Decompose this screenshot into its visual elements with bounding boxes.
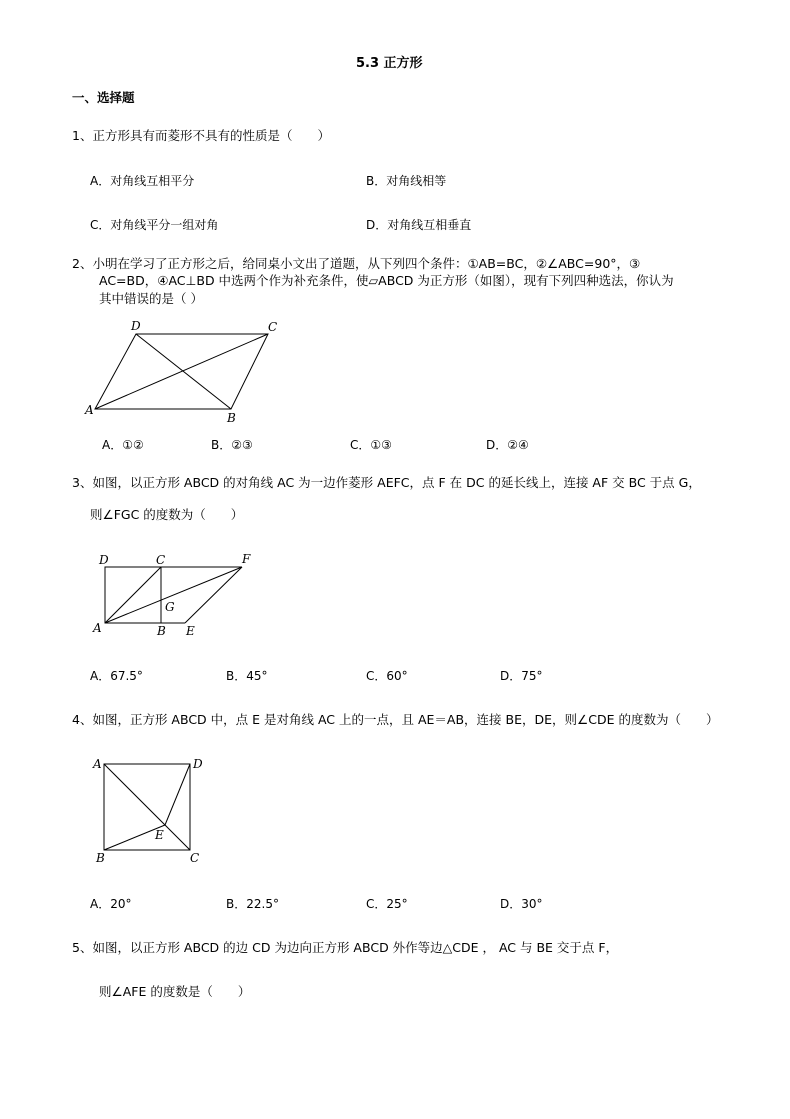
q2-label-c: C: [268, 320, 278, 334]
q4-label-b: B: [96, 851, 105, 865]
q3-option-d: D．75°: [500, 669, 543, 683]
q2-stem-line3: 其中错误的是（ ）: [99, 291, 203, 306]
q2-label-a: A: [85, 403, 94, 417]
q3-stem-line2: 则∠FGC 的度数为（ ）: [90, 507, 244, 522]
q3-label-g: G: [165, 600, 175, 614]
q3-option-c: C．60°: [366, 669, 408, 683]
q3-stem-line1: 3、如图，以正方形 ABCD 的对角线 AC 为一边作菱形 AEFC，点 F 在 DC 的延长线上，连接 AF 交 BC 于点 G，: [72, 475, 701, 490]
q1-option-b: B．对角线相等: [366, 174, 447, 188]
q3-label-a: A: [93, 621, 102, 635]
q1-option-c: C．对角线平分一组对角: [90, 218, 219, 232]
q3-label-b: B: [157, 624, 166, 638]
q4-stem: 4、如图，正方形 ABCD 中，点 E 是对角线 AC 上的一点，且 AE＝AB，连接 BE，DE，则∠CDE 的度数为（ ）: [72, 712, 719, 727]
q4-option-b: B．22.5°: [226, 897, 279, 911]
q2-label-d: D: [131, 319, 141, 333]
q4-segment-de: [165, 764, 190, 825]
q4-option-a: A．20°: [90, 897, 132, 911]
q4-label-d: D: [193, 757, 203, 771]
q3-option-b: B．45°: [226, 669, 268, 683]
page-title: 5.3 正方形: [356, 56, 423, 71]
q4-label-a: A: [93, 757, 102, 771]
q5-stem-line1: 5、如图，以正方形 ABCD 的边 CD 为边向正方形 ABCD 外作等边△CDE ， AC 与 BE 交于点 F，: [72, 940, 619, 955]
q2-option-b: B．②③: [211, 438, 253, 452]
q4-diagonal-ac: [104, 764, 190, 850]
q1-option-a: A．对角线互相平分: [90, 174, 195, 188]
q1-option-d: D．对角线互相垂直: [366, 218, 472, 232]
q2-option-a: A．①②: [102, 438, 144, 452]
q3-option-a: A．67.5°: [90, 669, 143, 683]
q2-stem-line1: 2、小明在学习了正方形之后，给同桌小文出了道题，从下列四个条件：①AB=BC，②∠ABC=90°，③: [72, 256, 641, 271]
q3-label-e: E: [186, 624, 195, 638]
q4-label-e: E: [155, 828, 164, 842]
q3-label-c: C: [156, 553, 166, 567]
q2-option-c: C．①③: [350, 438, 392, 452]
q4-option-c: C．25°: [366, 897, 408, 911]
q5-stem-line2: 则∠AFE 的度数是（ ）: [99, 984, 251, 999]
q3-label-f: F: [242, 552, 251, 566]
q4-option-d: D．30°: [500, 897, 543, 911]
q3-label-d: D: [99, 553, 109, 567]
q2-stem-line2: AC=BD，④AC⊥BD 中选两个作为补充条件，使▱ABCD 为正方形（如图），现有下列四种选法，你认为: [99, 273, 674, 288]
q2-option-d: D．②④: [486, 438, 529, 452]
q2-label-b: B: [227, 411, 236, 425]
q4-label-c: C: [190, 851, 200, 865]
q1-stem: 1、正方形具有而菱形不具有的性质是（ ）: [72, 128, 330, 143]
section-heading: 一、选择题: [72, 90, 135, 105]
